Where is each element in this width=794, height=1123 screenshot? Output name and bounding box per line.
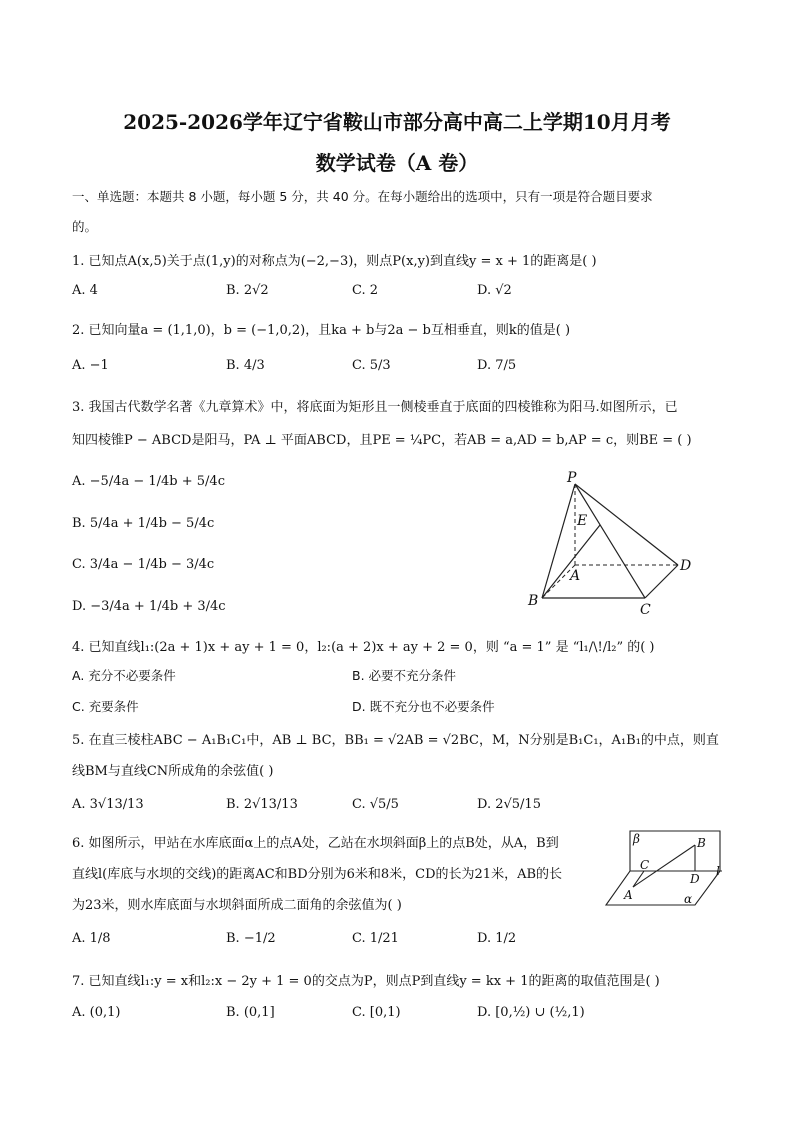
section-heading-cont: 的。 (72, 219, 98, 234)
q7-option-b: B. (0,1] (226, 1005, 275, 1020)
label-c-fig6: C (640, 858, 650, 872)
question-5: 5. 在直三棱柱ABC − A₁B₁C₁中，AB ⊥ BC，BB₁ = √2AB = √2BC，M，N分别是B₁C₁，A₁B₁的中点，则直 (72, 733, 719, 748)
q4-option-c: C. 充要条件 (72, 699, 139, 714)
question-6-cont1: 直线l(库底与水坝的交线)的距离AC和BD分别为6米和8米，CD的长为21米，AB的长 (72, 867, 563, 882)
label-a-fig6: A (624, 888, 633, 902)
question-6: 6. 如图所示，甲站在水库底面α上的点A处，乙站在水坝斜面β上的点B处，从A，B到 (72, 836, 559, 851)
q6-option-a: A. 1/8 (72, 931, 111, 946)
edge-pc (575, 484, 645, 598)
q4-option-b: B. 必要不充分条件 (352, 668, 457, 683)
q5-option-a: A. 3√13/13 (72, 797, 144, 812)
label-p: P (567, 470, 577, 486)
q7-option-a: A. (0,1) (72, 1005, 121, 1020)
question-4: 4. 已知直线l₁:(2a + 1)x + ay + 1 = 0，l₂:(a + 2)x + ay + 2 = 0，则 “a = 1” 是 “l₁/\!/l₂” 的( ) (72, 640, 655, 655)
q1-option-a: A. 4 (72, 283, 98, 298)
question-7: 7. 已知直线l₁:y = x和l₂:x − 2y + 1 = 0的交点为P，则点P到直线y = kx + 1的距离的取值范围是( ) (72, 974, 660, 989)
edge-cd (645, 565, 678, 598)
exam-subtitle: 数学试卷（A 卷） (315, 151, 479, 175)
q5-option-b: B. 2√13/13 (226, 797, 298, 812)
q7-option-d: D. [0,½) ∪ (½,1) (477, 1005, 585, 1020)
label-e: E (577, 513, 588, 529)
label-c: C (640, 602, 651, 618)
q5-option-c: C. √5/5 (352, 797, 399, 812)
q3-option-b: B. 5/4a + 1/4b − 5/4c (72, 516, 215, 531)
q4-option-d: D. 既不充分也不必要条件 (352, 699, 495, 714)
question-6-cont2: 为23米，则水库底面与水坝斜面所成二面角的余弦值为( ) (72, 898, 402, 913)
section-heading: 一、单选题：本题共 8 小题，每小题 5 分，共 40 分。在每小题给出的选项中，只有一项是符合题目要求 (72, 189, 653, 204)
question-2: 2. 已知向量a = (1,1,0)，b = (−1,0,2)，且ka + b与2a − b互相垂直，则k的值是( ) (72, 323, 571, 338)
q3-option-c: C. 3/4a − 1/4b − 3/4c (72, 557, 215, 572)
label-alpha: α (684, 892, 693, 906)
label-l: l (716, 864, 720, 878)
label-d-fig6: D (690, 872, 700, 886)
label-a: A (570, 568, 581, 584)
q1-option-b: B. 2√2 (226, 283, 269, 298)
q6-option-b: B. −1/2 (226, 931, 276, 946)
label-d: D (680, 558, 692, 574)
q2-option-b: B. 4/3 (226, 358, 265, 373)
segment-ac (633, 871, 644, 887)
q3-option-a: A. −5/4a − 1/4b + 5/4c (72, 474, 225, 489)
q1-option-c: C. 2 (352, 283, 379, 298)
pyramid-figure (520, 470, 700, 620)
question-1: 1. 已知点A(x,5)关于点(1,y)的对称点为(−2,−3)，则点P(x,y)到直线y = x + 1的距离是( ) (72, 254, 597, 269)
q1-option-d: D. √2 (477, 283, 512, 298)
q6-option-c: C. 1/21 (352, 931, 399, 946)
question-5-cont: 线BM与直线CN所成角的余弦值( ) (72, 764, 274, 779)
edge-pd (575, 484, 678, 565)
q7-option-c: C. [0,1) (352, 1005, 401, 1020)
question-3-cont: 知四棱锥P − ABCD是阳马，PA ⊥ 平面ABCD，且PE = ¼PC，若AB = a,AD = b,AP = c，则BE = ( ) (72, 433, 692, 448)
edge-be (542, 525, 600, 598)
label-b-fig6: B (697, 836, 706, 850)
q2-option-c: C. 5/3 (352, 358, 391, 373)
question-3: 3. 我国古代数学名著《九章算术》中，将底面为矩形且一侧棱垂直于底面的四棱锥称为阳马.如图所示，已 (72, 400, 678, 415)
q5-option-d: D. 2√5/15 (477, 797, 541, 812)
q6-option-d: D. 1/2 (477, 931, 517, 946)
label-beta: β (633, 832, 640, 846)
q2-option-d: D. 7/5 (477, 358, 517, 373)
dihedral-figure (600, 825, 730, 910)
q2-option-a: A. −1 (72, 358, 109, 373)
q4-option-a: A. 充分不必要条件 (72, 668, 176, 683)
exam-title: 2025-2026学年辽宁省鞍山市部分高中高二上学期10月月考 (123, 110, 671, 134)
label-b: B (528, 593, 539, 609)
q3-option-d: D. −3/4a + 1/4b + 3/4c (72, 599, 226, 614)
